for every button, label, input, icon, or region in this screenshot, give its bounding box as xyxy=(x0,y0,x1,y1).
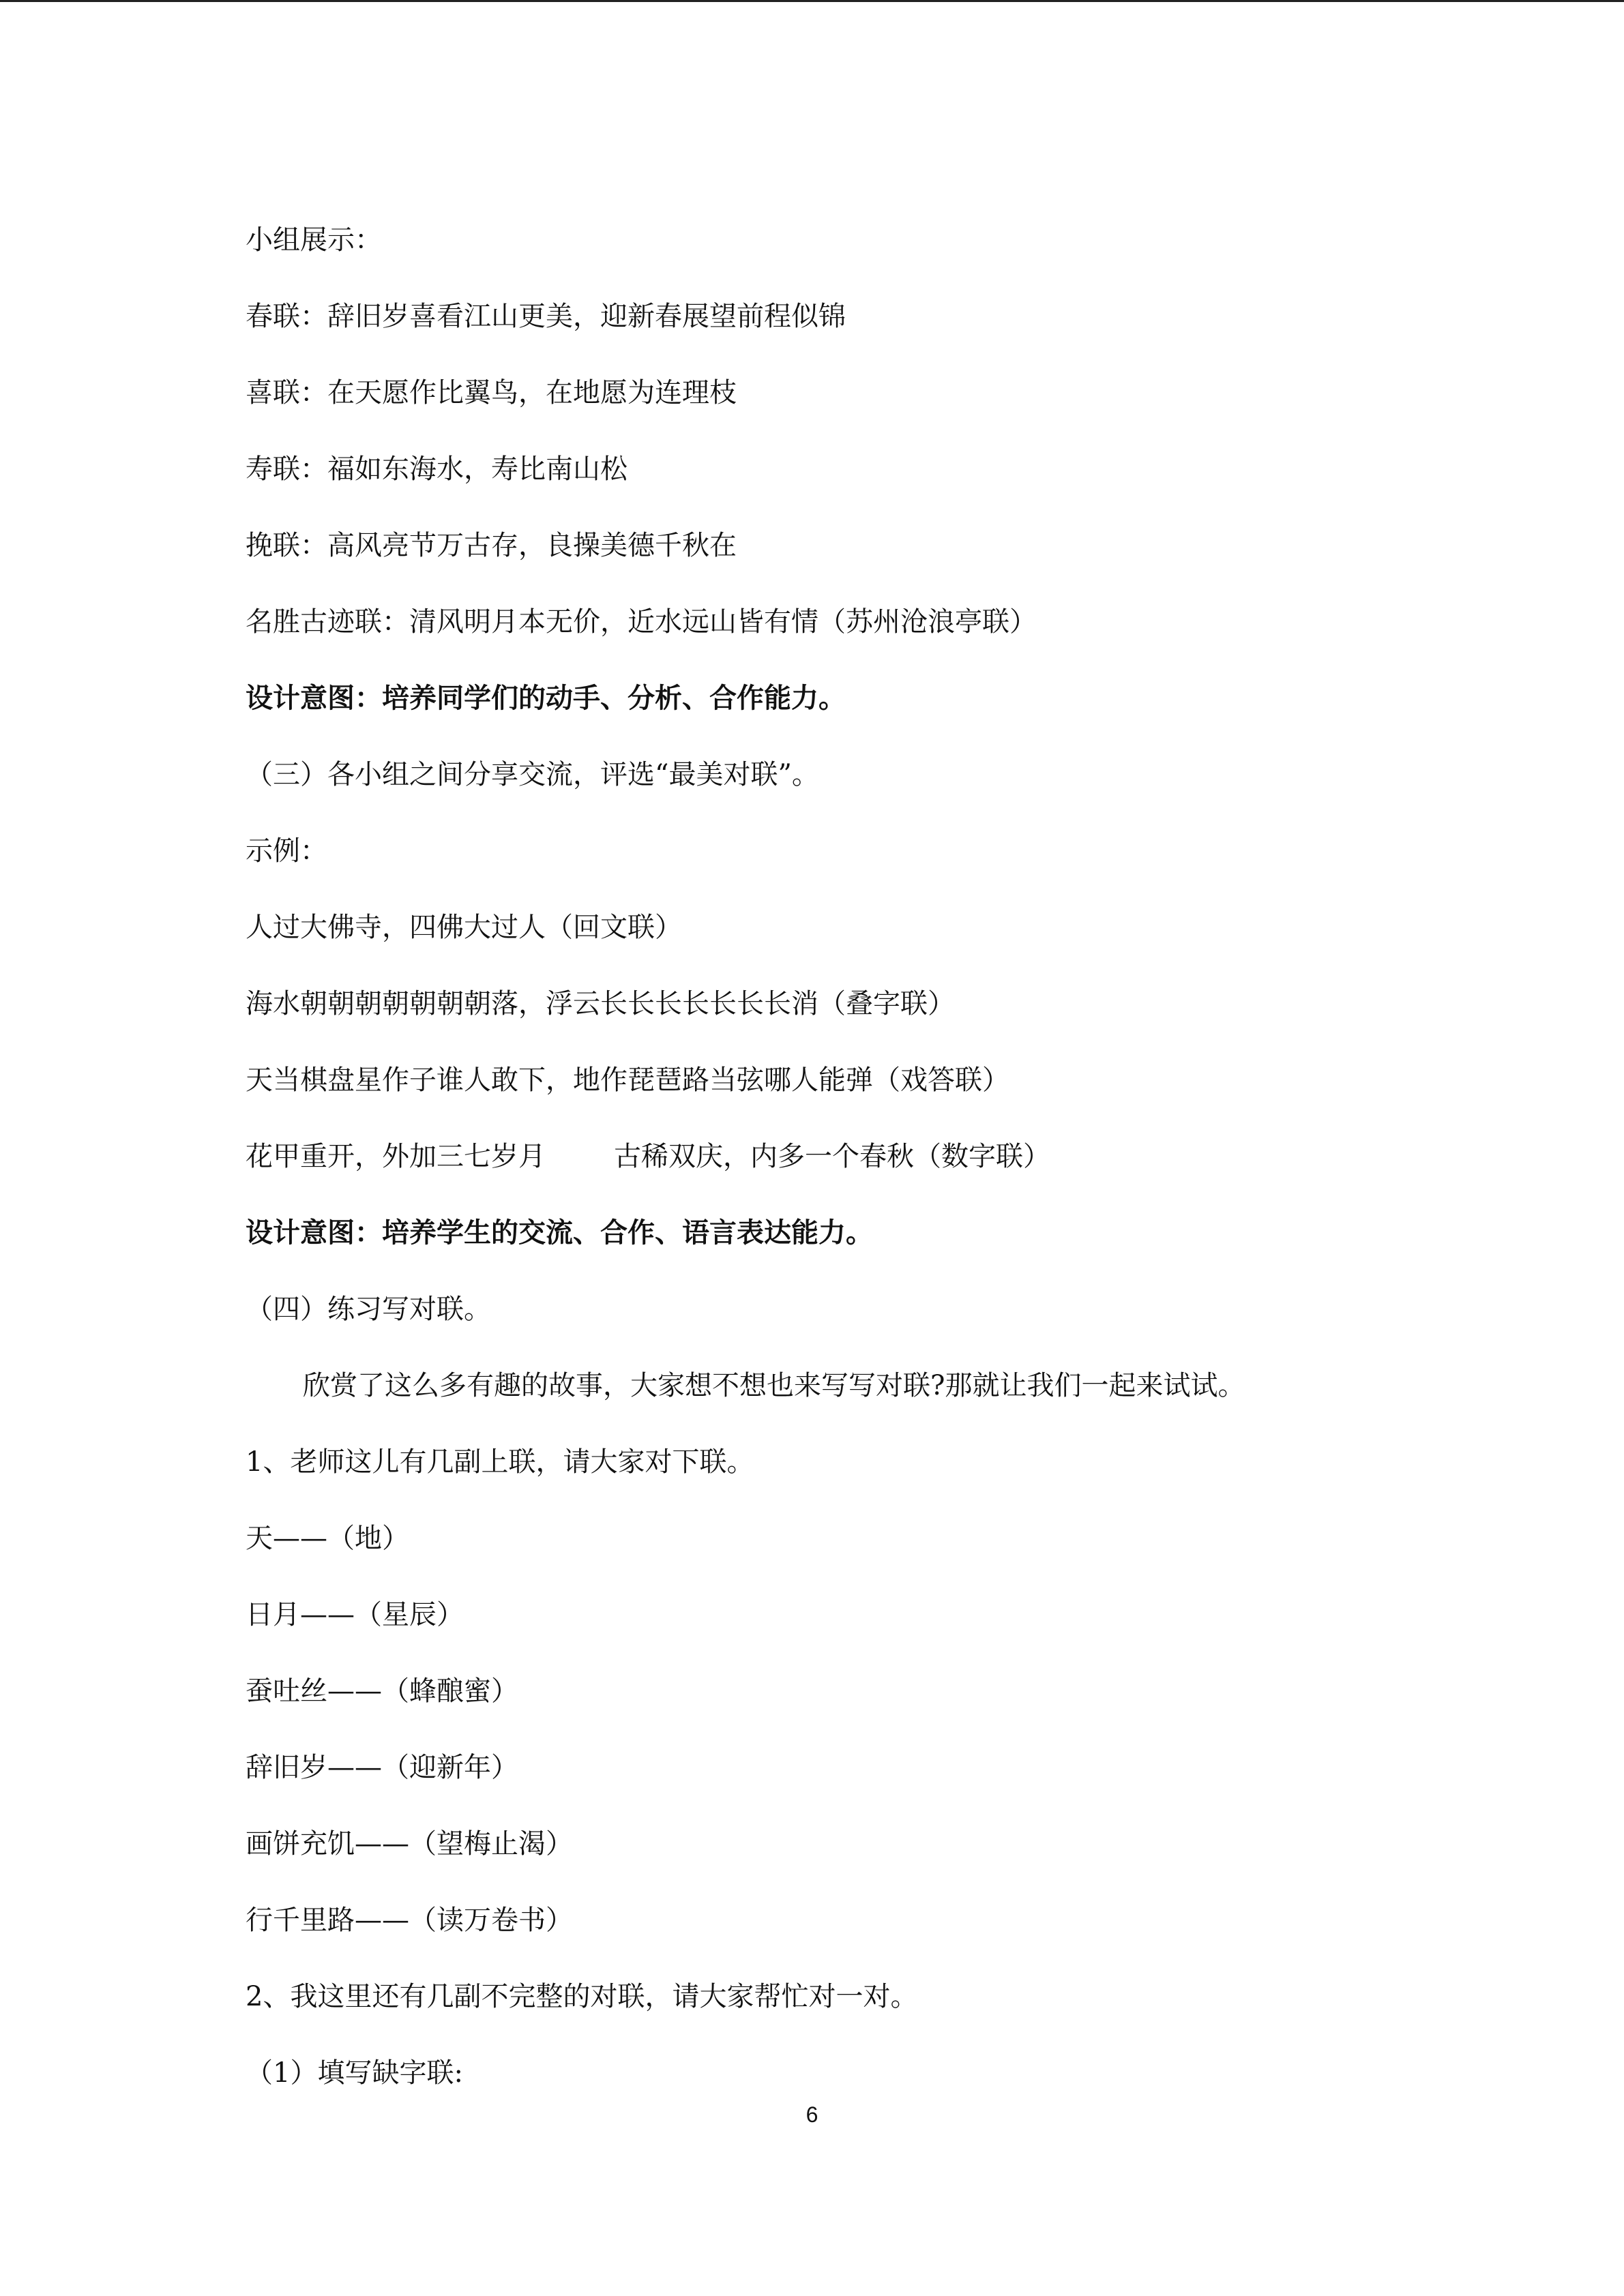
text-line: 日月——（星辰） xyxy=(246,1599,464,1630)
text-line: 蚕吐丝——（蜂酿蜜） xyxy=(246,1675,518,1707)
text-line: 人过大佛寺，四佛大过人（回文联） xyxy=(246,912,682,943)
text-line: 1、老师这儿有几副上联，请大家对下联。 xyxy=(246,1446,754,1478)
text-line: 2、我这里还有几副不完整的对联，请大家帮忙对一对。 xyxy=(246,1981,918,2012)
text-line: 辞旧岁——（迎新年） xyxy=(246,1752,518,1783)
text-line: 天当棋盘星作子谁人敢下，地作琵琶路当弦哪人能弹（戏答联） xyxy=(246,1064,1009,1096)
text-line: 海水朝朝朝朝朝朝朝落，浮云长长长长长长长消（叠字联） xyxy=(246,988,955,1019)
section-heading: （四）练习写对联。 xyxy=(246,1294,491,1325)
text-line: 示例： xyxy=(246,835,327,867)
design-intent-line: 设计意图：培养同学们的动手、分析、合作能力。 xyxy=(246,682,846,714)
text-line: 寿联：福如东海水，寿比南山松 xyxy=(246,453,628,485)
text-line: （1）填写缺字联: xyxy=(246,2057,463,2089)
text-line: 挽联：高风亮节万古存，良操美德千秋在 xyxy=(246,530,737,561)
text-line: 画饼充饥——（望梅止渴） xyxy=(246,1828,573,1860)
text-line: 喜联：在天愿作比翼鸟，在地愿为连理枝 xyxy=(246,377,737,408)
text-line: 名胜古迹联：清风明月本无价，近水远山皆有情（苏州沧浪亭联） xyxy=(246,606,1037,638)
text-line: 春联：辞旧岁喜看江山更美，迎新春展望前程似锦 xyxy=(246,301,846,332)
paragraph-line: 欣赏了这么多有趣的故事，大家想不想也来写写对联?那就让我们一起来试试。 xyxy=(303,1370,1245,1401)
document-body xyxy=(246,202,1528,2111)
text-line: 小组展示： xyxy=(246,224,382,256)
design-intent-line: 设计意图：培养学生的交流、合作、语言表达能力。 xyxy=(246,1217,873,1249)
section-heading: （三）各小组之间分享交流，评选“最美对联”。 xyxy=(246,759,819,790)
couplet-first-part: 花甲重开，外加三七岁月 xyxy=(246,1141,546,1172)
text-line: 天——（地） xyxy=(246,1523,409,1554)
page-number: 6 xyxy=(806,2102,818,2127)
text-line xyxy=(246,1118,1528,1195)
text-line: 行千里路——（读万卷书） xyxy=(246,1905,573,1936)
top-border-line xyxy=(0,0,1624,2)
couplet-second-part: 古稀双庆，内多一个春秋（数字联） xyxy=(614,1141,1050,1172)
